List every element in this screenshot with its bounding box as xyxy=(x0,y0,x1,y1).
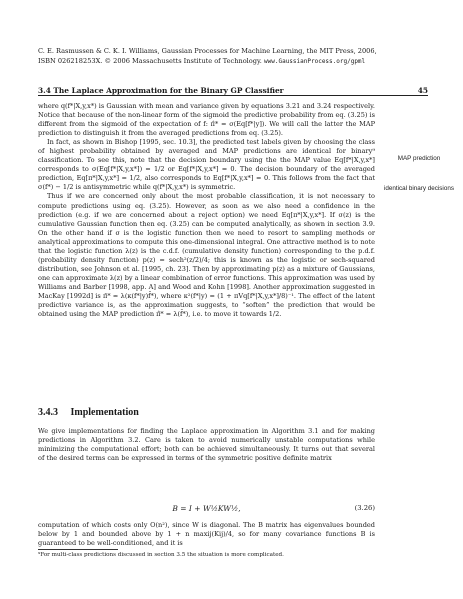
margin-note-identical-decisions: identical binary decisions xyxy=(383,185,454,192)
equation-number: (3.26) xyxy=(354,504,375,512)
paragraph-1: where q(f*|X,y,x*) is Gaussian with mean and variance given by equations 3.21 and 3.24 respectively. Notice that because of the non-linear form of the sigmoid the predictive probability from eq. (3.25) is different from the sigmoid of the expectation of f: π̂* = σ(Eq[f*|y]). We will call the latter the MAP prediction to distinguish it from the averaged predictions from eq. (3.25). xyxy=(38,102,375,138)
copyright-line-2 xyxy=(38,57,438,67)
header-rule xyxy=(38,95,428,96)
copyright-line-1: C. E. Rasmussen & C. K. I. Williams, Gaussian Processes for Machine Learning, the MIT Press, 2006, xyxy=(38,47,377,55)
margin-note-map-prediction: MAP prediction xyxy=(397,155,441,162)
footnote: ⁹For multi-class predictions discussed in section 3.5 the situation is more complicated. xyxy=(38,552,284,558)
section-title: Implementation xyxy=(70,407,139,418)
equation-text: B = I + W½KW½, xyxy=(172,504,241,513)
running-title: 3.4 The Laplace Approximation for the Binary GP Classifier xyxy=(38,86,284,95)
copyright-isbn: ISBN 026218253X. © 2006 Massachusetts Institute of Technology. xyxy=(38,56,262,65)
running-header xyxy=(38,86,428,95)
equation-3-26 xyxy=(38,504,375,513)
copyright-notice xyxy=(38,47,438,66)
main-text xyxy=(38,102,375,319)
footnote-rule xyxy=(38,549,118,550)
copyright-url[interactable]: www.GaussianProcess.org/gpml xyxy=(264,57,366,65)
paragraph-2: In fact, as shown in Bishop [1995, sec. 10.3], the predicted test labels given by choosing the class of highest probability obtained by averaged and MAP predictions are identical for binary⁹ classification. To see this, note that the decision boundary using the the MAP value Eq[f*|X,y,x*] corresponds to σ(Eq[f*|X,y,x*]) = 1/2 or Eq[f*|X,y,x*] = 0. The decision boundary of the averaged prediction, Eq[π*|X,y,x*] = 1/2, also corresponds to Eq[f*|X,y,x*] = 0. This follows from the fact that σ(f*) − 1/2 is antisymmetric while q(f*|X,y,x*) is symmetric. xyxy=(38,138,375,192)
section-heading xyxy=(38,407,139,418)
post-equation-paragraph: computation of which costs only O(n²), since W is diagonal. The B matrix has eigenvalues bounded below by 1 and bounded above by 1 + n maxij(Kij)/4, so for many covariance functions B is guaranteed to be well-conditioned, and it is xyxy=(38,521,375,548)
paragraph-3: Thus if we are concerned only about the most probable classification, it is not necessary to compute predictions using eq. (3.25). However, as soon as we also need a confidence in the prediction (e.g. if we are concerned about a reject option) we need Eq[π*|X,y,x*]. If σ(z) is the cumulative Gaussian function then eq. (3.25) can be computed analytically, as shown in section 3.9. On the other hand if σ is the logistic function then we need to resort to sampling methods or analytical approximations to compute this one-dimensional integral. One attractive method is to note that the logistic function λ(z) is the c.d.f. (cumulative density function) corresponding to the p.d.f. (probability density function) p(z) = sech²(z/2)/4; this is known as the logistic or sech-squared distribution, see Johnson et al. [1995, ch. 23]. Then by approximating p(z) as a mixture of Gaussians, one can approximate λ(z) by a linear combination of error functions. This approximation was used by Williams and Barber [1998, app. A] and Wood and Kohn [1998]. Another approximation suggested in MacKay [1992d] is π̄* ≃ λ(κ(f*|y)f̄*), where κ²(f*|y) = (1 + πVq[f*|X,y,x*]/8)⁻¹. The effect of the latent predictive variance is, as the approximation suggests, to “soften” the prediction that would be obtained using the MAP prediction π̂* = λ(f̄*), i.e. to move it towards 1/2. xyxy=(38,192,375,319)
page-number: 45 xyxy=(417,86,428,95)
section-number: 3.4.3 xyxy=(38,407,58,418)
implementation-paragraph: We give implementations for finding the Laplace approximation in Algorithm 3.1 and for making predictions in Algorithm 3.2. Care is taken to avoid numerically unstable computations while minimizing the computational effort; both can be achieved simultaneously. It turns out that several of the desired terms can be expressed in terms of the symmetric positive definite matrix xyxy=(38,427,375,463)
